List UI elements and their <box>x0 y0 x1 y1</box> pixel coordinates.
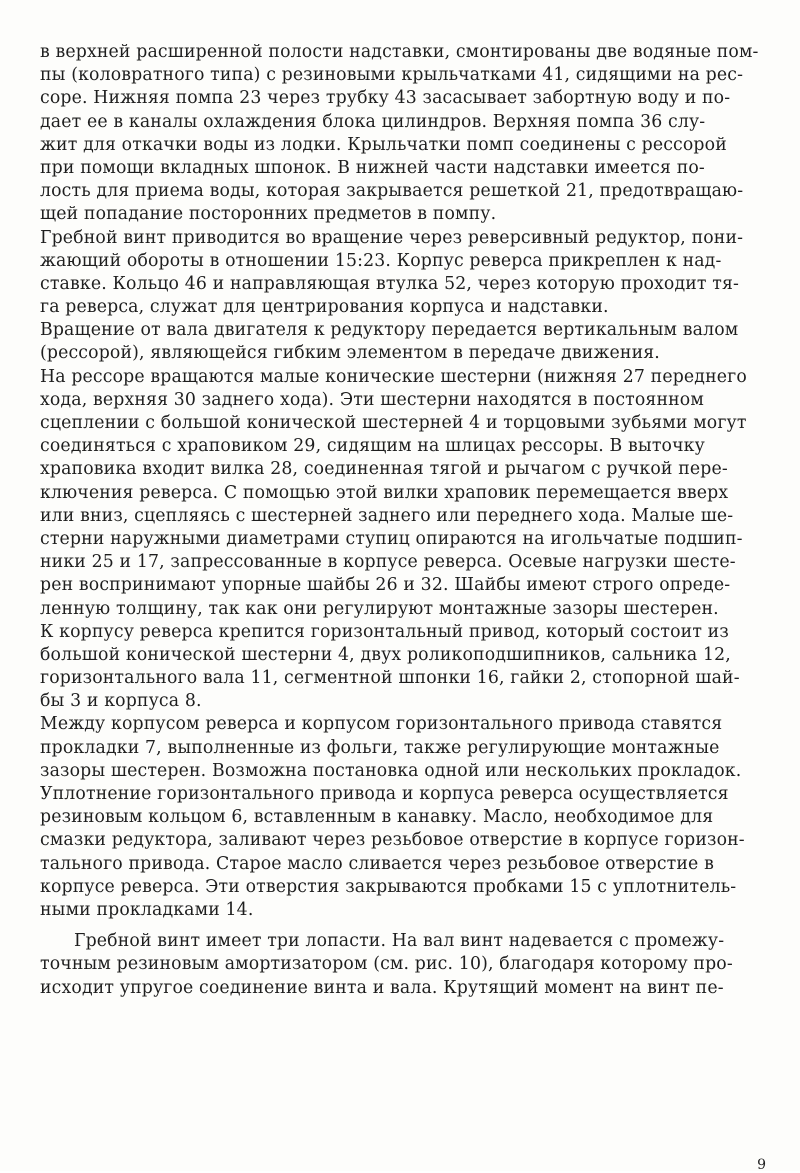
text-line: храповика входит вилка 28, соединенная тягой и рычагом с ручкой пере- <box>40 459 728 480</box>
page-number: 9 <box>757 1157 766 1173</box>
text-line: На рессоре вращаются малые конические шестерни (нижняя 27 переднего <box>40 366 747 387</box>
text-line: точным резиновым амортизатором (см. рис. 10), благодаря которому про- <box>40 954 733 975</box>
text-line: Вращение от вала двигателя к редуктору передается вертикальным валом <box>40 320 739 341</box>
text-line: хода, верхняя 30 заднего хода). Эти шестерни находятся в постоянном <box>40 389 704 410</box>
text-line: га реверса, служат для центрирования корпуса и надставки. <box>40 297 609 318</box>
text-line: ники 25 и 17, запрессованные в корпусе реверса. Осевые нагрузки шесте- <box>40 552 736 573</box>
text-line: в верхней расширенной полости надставки, смонтированы две водяные пом- <box>40 42 759 62</box>
text-line: резиновым кольцом 6, вставленным в канавку. Масло, необходимое для <box>40 807 714 828</box>
text-line: горизонтального вала 11, сегментной шпонки 16, гайки 2, стопорной шай- <box>40 668 740 689</box>
text-line: большой конической шестерни 4, двух роликоподшипников, сальника 12, <box>40 644 731 665</box>
text-line: ключения реверса. С помощью этой вилки храповик перемещается вверх <box>40 482 729 503</box>
text-line: стерни наружными диаметрами ступиц опираются на игольчатые подшип- <box>40 528 743 549</box>
text-line: рен воспринимают упорные шайбы 26 и 32. Шайбы имеют строго опреде- <box>40 575 731 596</box>
text-line: соре. Нижняя помпа 23 через трубку 43 засасывает забортную воду и по- <box>40 88 731 109</box>
text-line: тального привода. Старое масло сливается через резьбовое отверстие в <box>40 853 714 874</box>
text-line: жающий обороты в отношении 15:23. Корпус реверса прикреплен к над- <box>40 250 722 271</box>
text-line: лость для приема воды, которая закрывается решеткой 21, предотвращаю- <box>40 181 744 202</box>
text-line: корпусе реверса. Эти отверстия закрываются пробками 15 с уплотнитель- <box>40 876 737 897</box>
text-line: зазоры шестерен. Возможна постановка одной или нескольких прокладок. <box>40 760 742 781</box>
text-line: щей попадание посторонних предметов в помпу. <box>40 204 497 225</box>
text-line: пы (коловратного типа) с резиновыми крыльчатками 41, сидящими на рес- <box>40 65 744 86</box>
text-line: смазки редуктора, заливают через резьбовое отверстие в корпусе горизон- <box>40 830 745 851</box>
text-line: ставке. Кольцо 46 и направляющая втулка 52, через которую проходит тя- <box>40 273 740 294</box>
text-line: бы 3 и корпуса 8. <box>40 691 202 712</box>
text-line: дает ее в каналы охлаждения блока цилиндров. Верхняя помпа 36 слу- <box>40 111 706 132</box>
text-line: Гребной винт имеет три лопасти. На вал винт надевается с промежу- <box>74 931 725 952</box>
text-line: соединяться с храповиком 29, сидящим на шлицах рессоры. В выточку <box>40 436 705 457</box>
text-line: ными прокладками 14. <box>40 899 254 920</box>
text-line: К корпусу реверса крепится горизонтальный привод, который состоит из <box>40 621 729 642</box>
text-line: (рессорой), являющейся гибким элементом в передаче движения. <box>40 343 660 364</box>
text-line: при помощи вкладных шпонок. В нижней части надставки имеется по- <box>40 157 705 178</box>
text-line: Между корпусом реверса и корпусом горизонтального привода ставятся <box>40 714 723 735</box>
text-line: исходит упругое соединение винта и вала. Крутящий момент на винт пе- <box>40 977 724 998</box>
text-line: Гребной винт приводится во вращение через реверсивный редуктор, пони- <box>40 227 744 248</box>
text-line: жит для откачки воды из лодки. Крыльчатки помп соединены с рессорой <box>40 134 727 155</box>
text-line: сцеплении с большой конической шестерней 4 и торцовыми зубьями могут <box>40 413 747 433</box>
text-line: Уплотнение горизонтального привода и корпуса реверса осуществляется <box>40 784 729 804</box>
text-line: прокладки 7, выполненные из фольги, также регулирующие монтажные <box>40 737 720 758</box>
text-line: или вниз, сцепляясь с шестерней заднего или переднего хода. Малые ше- <box>40 505 734 526</box>
body-text <box>40 41 792 1000</box>
text-line: ленную толщину, так как они регулируют монтажные зазоры шестерен. <box>40 598 719 619</box>
